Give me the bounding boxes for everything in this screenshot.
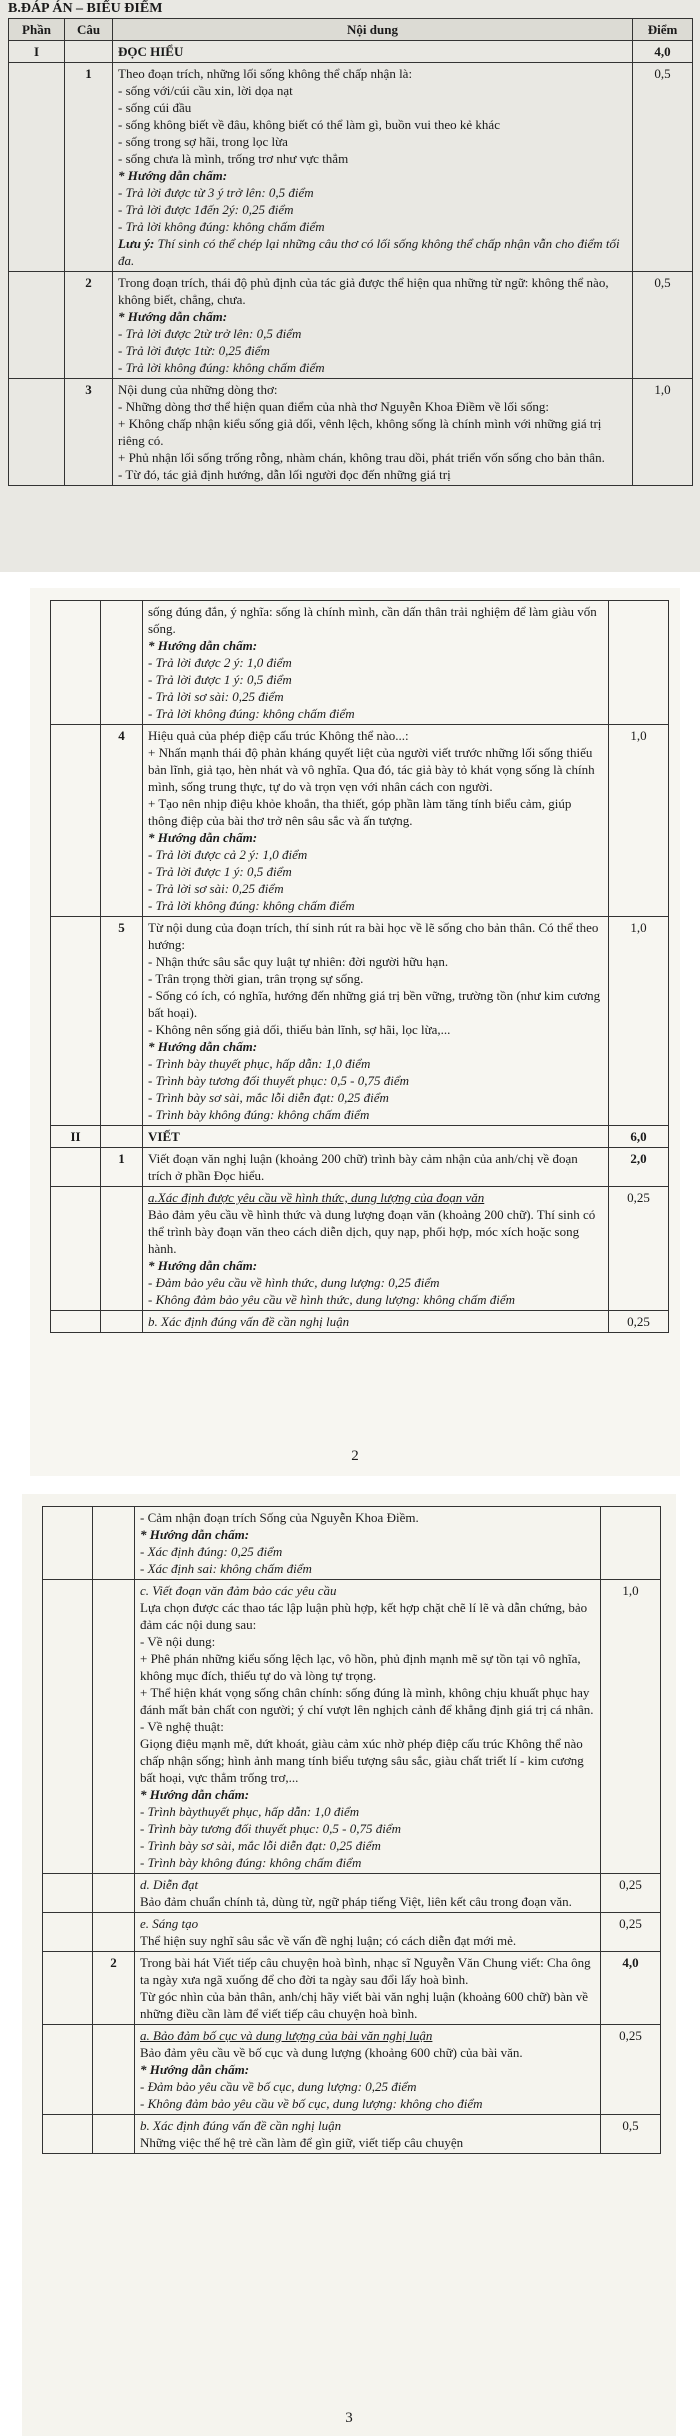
answer-line: + Phê phán những kiểu sống lệch lạc, vô hồn, phủ định mạnh mẽ sự tồn tại vô nghĩa, không mục đích, thiếu tự do và lòng tự trọng. (140, 1651, 581, 1683)
grading-guide-line: - Trình bày không đúng: không chấm điểm (148, 1107, 370, 1122)
grading-guide-title: * Hướng dẫn chấm: (148, 638, 258, 653)
grading-guide-line: - Trình bàythuyết phục, hấp dẫn: 1,0 điểm (140, 1804, 360, 1819)
criterion-score: 0,25 (601, 1874, 661, 1913)
answer-line: - Nhận thức sâu sắc quy luật tự nhiên: đời người hữu hạn. (148, 954, 449, 969)
question-score: 0,5 (633, 272, 693, 379)
answer-line: - Không nên sống giả dối, thiếu bản lĩnh, sợ hãi, lọc lừa,... (148, 1022, 451, 1037)
grading-guide-line: - Xác định đúng: 0,25 điểm (140, 1544, 283, 1559)
answer-line: - Những dòng thơ thể hiện quan điểm của nhà thơ Nguyễn Khoa Điềm về lối sống: (118, 399, 549, 414)
question-content (143, 917, 609, 1126)
answer-table-page-2 (50, 600, 669, 1333)
grading-guide-line: - Trả lời được 1 ý: 0,5 điểm (148, 864, 292, 879)
answer-line: - sống không biết về đâu, không biết có thể làm gì, buồn vui theo kẻ khác (118, 117, 500, 132)
answer-line: - Về nghệ thuật: (140, 1719, 224, 1734)
answer-line: + Phủ nhận lối sống trống rỗng, nhàm chán, không trau dồi, phát triển vốn sống cho bản thân. (118, 450, 605, 465)
answer-line: Lựa chọn được các thao tác lập luận phù hợp, kết hợp chặt chẽ lí lẽ và dẫn chứng, bảo đảm các nội dung sau: (140, 1600, 588, 1632)
grading-guide-line: - Trả lời được cả 2 ý: 1,0 điểm (148, 847, 308, 862)
question-number: 2 (93, 1952, 135, 2025)
criterion-content (135, 1874, 601, 1913)
answer-line: Hiệu quả của phép điệp cấu trúc Không thể nào...: (148, 728, 409, 743)
answer-table-page-3 (42, 1506, 661, 2154)
criterion-title: a.Xác định được yêu cầu về hình thức, dung lượng của đoạn văn (148, 1190, 485, 1205)
grading-guide-line: - Trả lời sơ sài: 0,25 điểm (148, 689, 284, 704)
grading-guide-title: * Hướng dẫn chấm: (148, 1039, 258, 1054)
grading-guide-line: - Xác định sai: không chấm điểm (140, 1561, 312, 1576)
question-row-1 (9, 63, 693, 272)
grading-guide-line: - Trả lời được 1đến 2ý: 0,25 điểm (118, 202, 294, 217)
grading-guide-title: * Hướng dẫn chấm: (140, 2062, 250, 2077)
grading-guide-line: - Không đảm bảo yêu cầu về bố cục, dung lượng: không cho điểm (140, 2096, 483, 2111)
answer-line: Trong đoạn trích, thái độ phủ định của tác giả được thể hiện qua những từ ngữ: không thể nào, không biết, chẳng, chưa. (118, 275, 609, 307)
answer-line: Nội dung của những dòng thơ: (118, 382, 278, 397)
question-row-3 (9, 379, 693, 486)
answer-line: Từ nội dung của đoạn trích, thí sinh rút ra bài học về lẽ sống cho bản thân. Có thể theo hướng: (148, 920, 599, 952)
page-number: 3 (345, 2410, 353, 2426)
criterion-content (135, 2115, 601, 2154)
question-content (113, 63, 633, 272)
answer-line: + Tạo nên nhịp điệu khỏe khoắn, tha thiết, góp phần làm tăng tính biểu cảm, giúp thông điệp của bài thơ trở nên sâu sắc và ấn tượng. (148, 796, 572, 828)
question-number: 3 (65, 379, 113, 486)
question-row-3-continued (51, 601, 669, 725)
question-number: 4 (101, 725, 143, 917)
criterion-row-d (43, 1874, 661, 1913)
answer-line: - sống cúi đầu (118, 100, 192, 115)
grading-guide-line: - Trả lời sơ sài: 0,25 điểm (148, 881, 284, 896)
criterion-content (135, 1913, 601, 1952)
grading-guide-title: * Hướng dẫn chấm: (118, 168, 228, 183)
criterion-score: 0,25 (601, 1913, 661, 1952)
question-row-4 (51, 725, 669, 917)
criterion-title: d. Diễn đạt (140, 1877, 199, 1892)
note-label: Lưu ý: (118, 236, 155, 251)
grading-guide-line: - Trả lời được 1 ý: 0,5 điểm (148, 672, 292, 687)
section-title: ĐỌC HIỂU (113, 41, 633, 63)
question-score: 1,0 (609, 917, 669, 1126)
grading-guide-line: - Trả lời được 2từ trở lên: 0,5 điểm (118, 326, 302, 341)
criterion-row-b-continued (43, 1507, 661, 1580)
question-number: 5 (101, 917, 143, 1126)
section-row-doc-hieu (9, 41, 693, 63)
question-score: 1,0 (633, 379, 693, 486)
question-score: 2,0 (609, 1148, 669, 1187)
criterion-score: 0,25 (609, 1311, 669, 1333)
question-content: Viết đoạn văn nghị luận (khoảng 200 chữ) trình bày cảm nhận của anh/chị về đoạn trích ở phần Đọc hiểu. (143, 1148, 609, 1187)
grading-guide-line: - Trình bày sơ sài, mắc lỗi diễn đạt: 0,25 điểm (148, 1090, 389, 1105)
document-title: B.ĐÁP ÁN – BIỂU ĐIỂM (8, 1, 163, 16)
answer-line: Thể hiện suy nghĩ sâu sắc về vấn đề nghị luận; có cách diễn đạt mới mẻ. (140, 1933, 517, 1948)
criterion-title: a. Bảo đảm bố cục và dung lượng của bài văn nghị luận (140, 2028, 433, 2043)
answer-line: + Thể hiện khát vọng sống chân chính: sống đúng là mình, không chịu khuất phục hay đánh mất bản chất con người; ý chí vượt lên nghịch cảnh để khẳng định giá trị cá nhân. (140, 1685, 594, 1717)
header-phan: Phần (9, 19, 65, 41)
answer-line: - Từ đó, tác giả định hướng, dẫn lối người đọc đến những giá trị (118, 467, 451, 482)
criterion-row-b (51, 1311, 669, 1333)
note-text: Thí sinh có thể chép lại những câu thơ có lối sống không thể chấp nhận vẫn cho điểm tối đa. (118, 236, 620, 268)
grading-guide-line: - Trả lời không đúng: không chấm điểm (118, 219, 325, 234)
question-score: 1,0 (609, 725, 669, 917)
criterion-content (135, 2025, 601, 2115)
writing-question-row-2 (43, 1952, 661, 2025)
criterion-content (135, 1507, 601, 1580)
question-row-5 (51, 917, 669, 1126)
grading-guide-line: - Trả lời không đúng: không chấm điểm (118, 360, 325, 375)
answer-line: - Trân trọng thời gian, trân trọng sự sống. (148, 971, 364, 986)
criterion-row-2a (43, 2025, 661, 2115)
answer-line: Những việc thế hệ trẻ cần làm để gìn giữ, viết tiếp câu chuyện (140, 2135, 464, 2150)
criterion-score: 1,0 (601, 1580, 661, 1874)
page-2 (30, 588, 680, 1476)
question-score: 4,0 (601, 1952, 661, 2025)
question-number: 1 (65, 63, 113, 272)
grading-guide-title: * Hướng dẫn chấm: (118, 309, 228, 324)
page-1 (0, 0, 700, 572)
answer-line: Trong bài hát Viết tiếp câu chuyện hoà bình, nhạc sĩ Nguyễn Văn Chung viết: Cha ông ta ngày xưa ngã xuống để cho đời ta ngày sau đổi lấy hoà bình. (140, 1955, 591, 1987)
grading-guide-line: - Trả lời không đúng: không chấm điểm (148, 898, 355, 913)
section-number: II (51, 1126, 101, 1148)
answer-line: + Không chấp nhận kiểu sống giả dối, vênh lệch, không sống là chính mình với những giá trị riêng có. (118, 416, 602, 448)
criterion-score: 0,5 (601, 2115, 661, 2154)
grading-guide-line: - Đảm bảo yêu cầu về bố cục, dung lượng: 0,25 điểm (140, 2079, 417, 2094)
section-score: 6,0 (609, 1126, 669, 1148)
answer-line: - Cảm nhận đoạn trích Sống của Nguyễn Khoa Điềm. (140, 1510, 419, 1525)
grading-guide-line: - Trình bày tương đối thuyết phục: 0,5 - 0,75 điểm (148, 1073, 409, 1088)
answer-table-page-1 (8, 18, 693, 486)
answer-line: - sống chưa là mình, trống trơ như vực thẳm (118, 151, 349, 166)
question-number: 1 (101, 1148, 143, 1187)
grading-guide-title: * Hướng dẫn chấm: (140, 1527, 250, 1542)
grading-guide-title: * Hướng dẫn chấm: (148, 830, 258, 845)
criterion-row-a (51, 1187, 669, 1311)
grading-guide-line: - Trả lời được từ 3 ý trở lên: 0,5 điểm (118, 185, 314, 200)
answer-line: sống đúng đắn, ý nghĩa: sống là chính mình, cần dấn thân trải nghiệm để làm giàu vốn sống. (148, 604, 597, 636)
criterion-title: e. Sáng tạo (140, 1916, 199, 1931)
criterion-title: b. Xác định đúng vấn đề cần nghị luận (140, 2118, 342, 2133)
answer-line: Theo đoạn trích, những lối sống không thể chấp nhận là: (118, 66, 413, 81)
answer-line: - Sống có ích, có nghĩa, hướng đến những giá trị bền vững, trường tồn (như kim cương bất hoại). (148, 988, 601, 1020)
criterion-title: b. Xác định đúng vấn đề cần nghị luận (143, 1311, 609, 1333)
answer-line: Bảo đảm yêu cầu về bố cục và dung lượng (khoảng 600 chữ) của bài văn. (140, 2045, 523, 2060)
grading-guide-line: - Không đảm bảo yêu cầu về hình thức, dung lượng: không chấm điểm (148, 1292, 515, 1307)
criterion-score: 0,25 (609, 1187, 669, 1311)
criterion-row-c (43, 1580, 661, 1874)
header-noi-dung: Nội dung (113, 19, 633, 41)
grading-guide-title: * Hướng dẫn chấm: (140, 1787, 250, 1802)
answer-line: Bảo đảm yêu cầu về hình thức và dung lượng đoạn văn (khoảng 200 chữ). Thí sinh có thể trình bày đoạn văn theo cách diễn dịch, quy nạp, phối hợp, móc xích hoặc song hành. (148, 1207, 596, 1256)
criterion-title: c. Viết đoạn văn đảm bảo các yêu cầu (140, 1583, 337, 1598)
criterion-row-2b (43, 2115, 661, 2154)
criterion-score: 0,25 (601, 2025, 661, 2115)
grading-guide-line: - Trả lời được 2 ý: 1,0 điểm (148, 655, 292, 670)
table-header-row (9, 19, 693, 41)
question-content (143, 601, 609, 725)
question-row-2 (9, 272, 693, 379)
grading-guide-line: - Trả lời không đúng: không chấm điểm (148, 706, 355, 721)
answer-line: - sống với/cúi cầu xin, lời dọa nạt (118, 83, 293, 98)
question-content (135, 1952, 601, 2025)
grading-guide-line: - Trình bày thuyết phục, hấp dẫn: 1,0 điểm (148, 1056, 371, 1071)
header-diem: Điểm (633, 19, 693, 41)
question-content (113, 379, 633, 486)
criterion-row-e (43, 1913, 661, 1952)
grading-guide-line: - Trình bày tương đối thuyết phục: 0,5 - 0,75 điểm (140, 1821, 401, 1836)
question-score: 0,5 (633, 63, 693, 272)
criterion-content (135, 1580, 601, 1874)
section-score: 4,0 (633, 41, 693, 63)
answer-line: Bảo đảm chuẩn chính tả, dùng từ, ngữ pháp tiếng Việt, liên kết câu trong đoạn văn. (140, 1894, 572, 1909)
criterion-content (143, 1187, 609, 1311)
section-title: VIẾT (143, 1126, 609, 1148)
grading-guide-line: - Trình bày sơ sài, mắc lỗi diễn đạt: 0,25 điểm (140, 1838, 381, 1853)
answer-line: Giọng điệu mạnh mẽ, dứt khoát, giàu cảm xúc nhờ phép điệp cấu trúc Không thể nào chấp nhận sống; hình ảnh mang tính biểu tượng sâu sắc, giàu chất triết lí - kim cương bất hoại, vực thẳm trống trơ,... (140, 1736, 584, 1785)
page-number: 2 (351, 1448, 359, 1464)
answer-line: - Về nội dung: (140, 1634, 216, 1649)
grading-guide-line: - Trình bày không đúng: không chấm điểm (140, 1855, 362, 1870)
page-3 (22, 1494, 676, 2436)
grading-guide-line: - Trả lời được 1từ: 0,25 điểm (118, 343, 270, 358)
question-content (113, 272, 633, 379)
question-number: 2 (65, 272, 113, 379)
answer-line: - sống trong sợ hãi, trong lọc lừa (118, 134, 288, 149)
section-row-viet (51, 1126, 669, 1148)
header-cau: Câu (65, 19, 113, 41)
grading-guide-title: * Hướng dẫn chấm: (148, 1258, 258, 1273)
question-content (143, 725, 609, 917)
answer-line: + Nhấn mạnh thái độ phản kháng quyết liệt của người viết trước những lối sống thiếu bản lĩnh, giả tạo, hèn nhát và vô nghĩa. Qua đó, tác giả bày tỏ khát vọng sống là chính mình, sống trung thực, tự do và trọn vẹn với nhân cách con người. (148, 745, 595, 794)
section-number: I (9, 41, 65, 63)
grading-guide-line: - Đảm bảo yêu cầu về hình thức, dung lượng: 0,25 điểm (148, 1275, 440, 1290)
writing-question-row-1 (51, 1148, 669, 1187)
answer-line: Từ góc nhìn của bản thân, anh/chị hãy viết bài văn nghị luận (khoảng 600 chữ) bàn về những điều cần làm để viết tiếp câu chuyện hoà bình. (140, 1989, 589, 2021)
